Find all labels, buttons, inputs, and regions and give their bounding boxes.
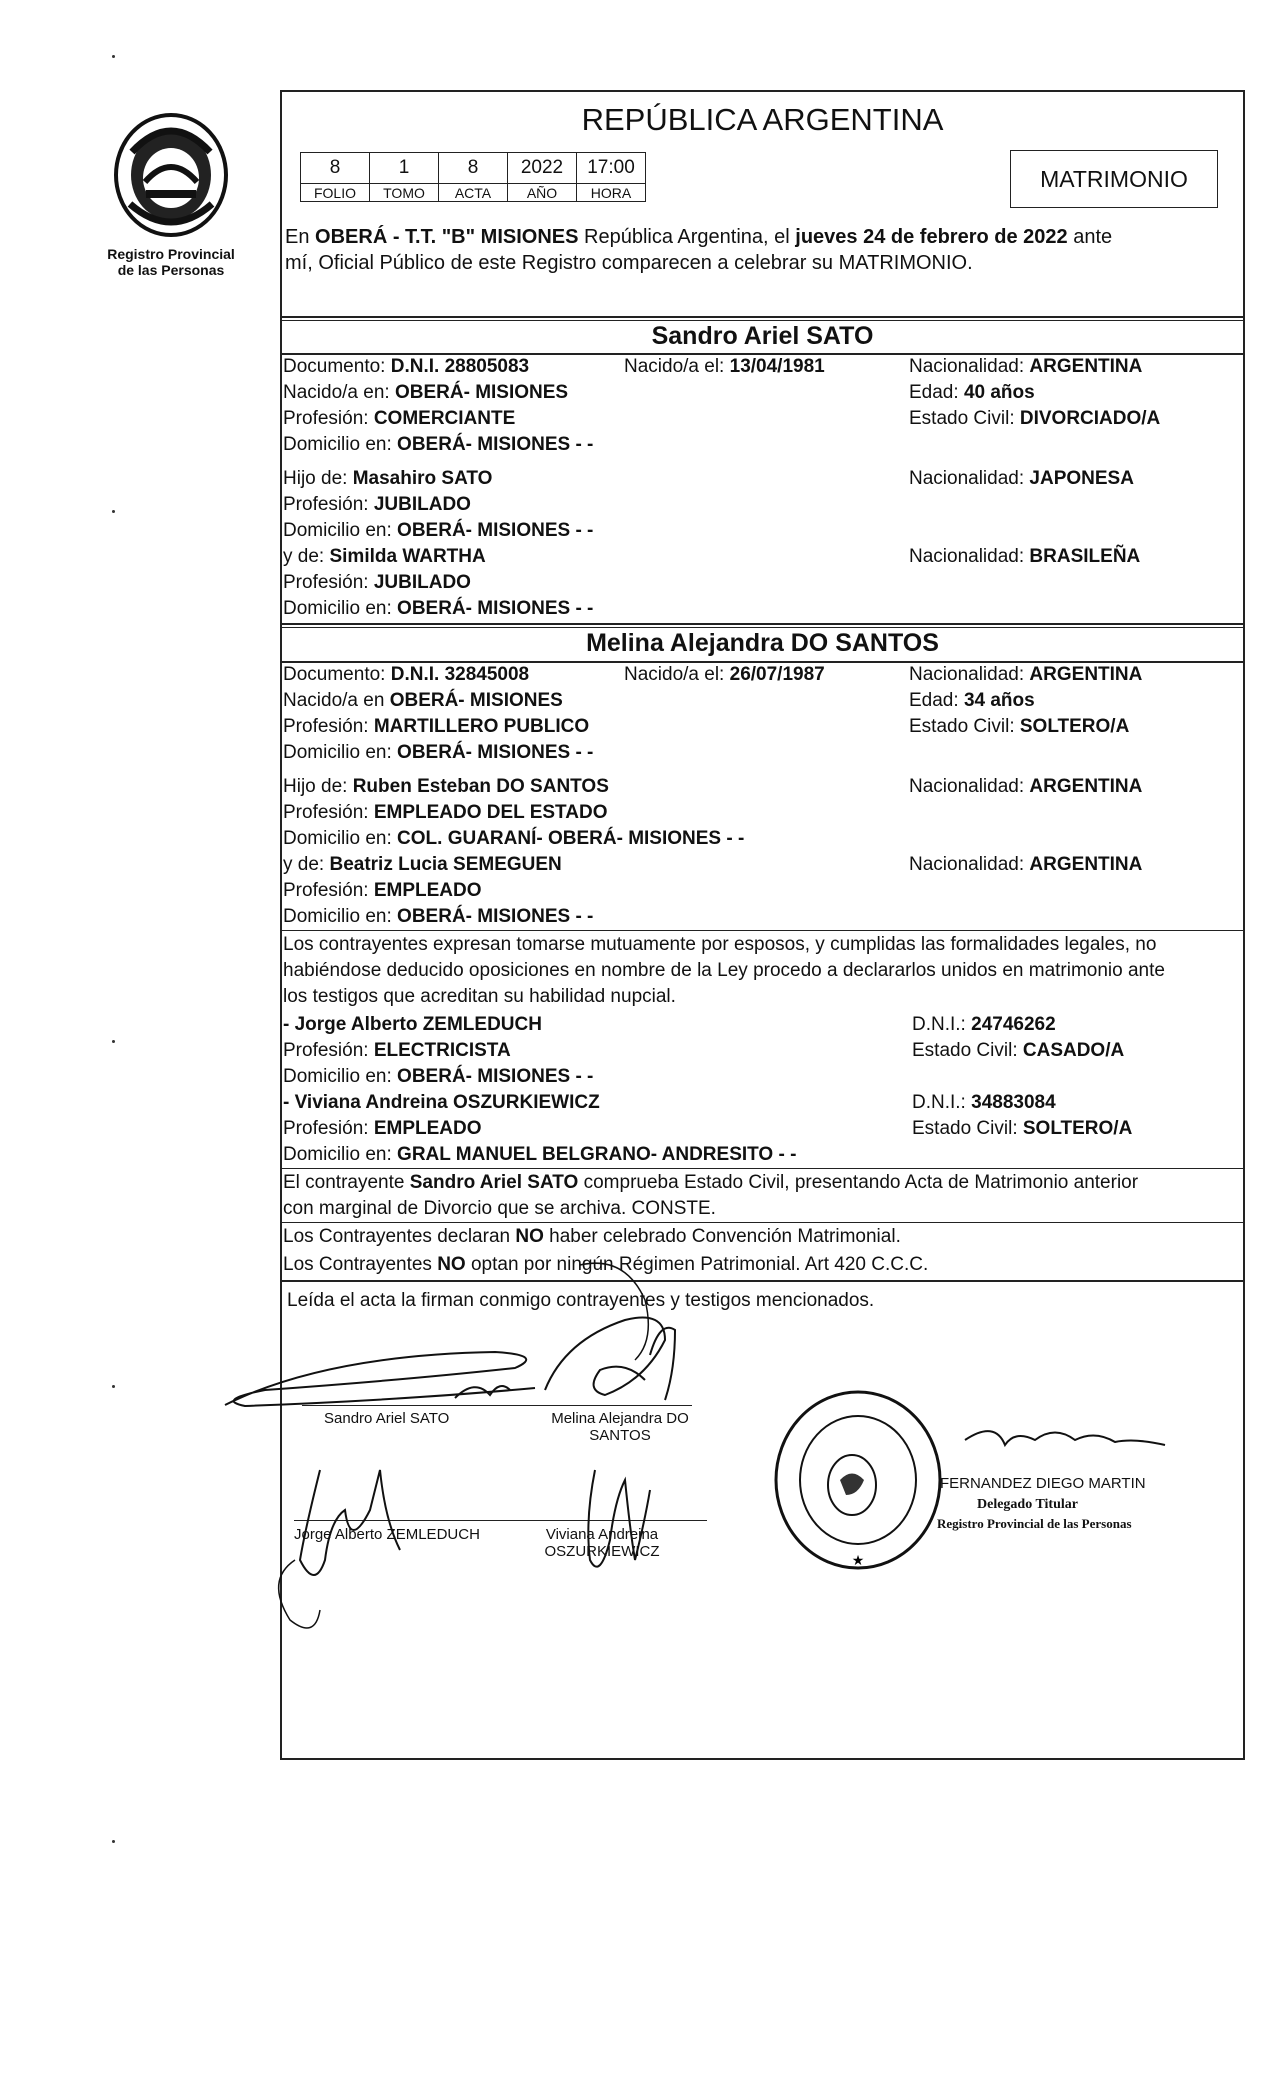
groom-name: Sandro Ariel SATO xyxy=(651,322,874,350)
bride-mother: y de: Beatriz Lucia SEMEGUEN xyxy=(283,854,562,875)
bride-mother-address: Domicilio en: OBERÁ- MISIONES - - xyxy=(283,906,594,927)
bride-mother-profession: Profesión: EMPLEADO xyxy=(283,880,482,901)
groom-mother-address: Domicilio en: OBERÁ- MISIONES - - xyxy=(283,598,594,619)
bride-document: Documento: D.N.I. 32845008 xyxy=(283,664,530,685)
acta-label: ACTA xyxy=(439,184,508,202)
closing-statement: Leída el acta la firman conmigo contrayentes y testigos mencionados. xyxy=(287,1290,875,1311)
bride-address: Domicilio en: OBERÁ- MISIONES - - xyxy=(283,742,594,763)
groom-mother: y de: Similda WARTHA xyxy=(283,546,486,567)
scan-dot xyxy=(112,1040,115,1043)
civil-status-note-line-2: con marginal de Divorcio que se archiva. CONSTE. xyxy=(283,1198,716,1219)
bride-name: Melina Alejandra DO SANTOS xyxy=(586,629,939,657)
groom-father-profession: Profesión: JUBILADO xyxy=(283,494,471,515)
bride-father: Hijo de: Ruben Esteban DO SANTOS xyxy=(283,776,609,797)
witness-2-address: Domicilio en: GRAL MANUEL BELGRANO- ANDRESITO - - xyxy=(283,1144,797,1165)
folio-value: 8 xyxy=(301,153,370,184)
declaration-line-2: habiéndose deducido oposiciones en nombre de la Ley procedo a declararlos unidos en matrimonio ante xyxy=(283,960,1165,981)
groom-birthplace: Nacido/a en: OBERÁ- MISIONES xyxy=(283,382,569,403)
bride-birthdate: Nacido/a el: 26/07/1987 xyxy=(624,664,825,685)
regime-statement: Los Contrayentes NO optan por ningún Régimen Patrimonial. Art 420 C.C.C. xyxy=(283,1254,929,1275)
witness-2-signature-caption: Viviana Andreina OSZURKIEWICZ xyxy=(544,1526,660,1560)
scan-dot xyxy=(112,510,115,513)
officer-name: FERNANDEZ DIEGO MARTIN xyxy=(940,1475,1146,1492)
witness-1-name: - Jorge Alberto ZEMLEDUCH xyxy=(283,1014,542,1035)
witness-1-address: Domicilio en: OBERÁ- MISIONES - - xyxy=(283,1066,594,1087)
groom-father-nationality: Nacionalidad: JAPONESA xyxy=(909,468,1134,489)
folio-table xyxy=(300,152,646,202)
groom-profession: Profesión: COMERCIANTE xyxy=(283,408,516,429)
witness-2-profession: Profesión: EMPLEADO xyxy=(283,1118,482,1139)
folio-label: FOLIO xyxy=(301,184,370,202)
declaration-line-3: los testigos que acreditan su habilidad nupcial. xyxy=(283,986,676,1007)
groom-signature-caption: Sandro Ariel SATO xyxy=(324,1410,450,1427)
bride-father-profession: Profesión: EMPLEADO DEL ESTADO xyxy=(283,802,608,823)
tomo-value: 1 xyxy=(370,153,439,184)
groom-document: Documento: D.N.I. 28805083 xyxy=(283,356,530,377)
hour-value: 17:00 xyxy=(577,153,646,184)
civil-status-note-line-1: El contrayente Sandro Ariel SATO comprueba Estado Civil, presentando Acta de Matrimonio anterior xyxy=(283,1172,1139,1193)
witness-2-name: - Viviana Andreina OSZURKIEWICZ xyxy=(283,1092,600,1113)
tomo-label: TOMO xyxy=(370,184,439,202)
officer-registry: Registro Provincial de las Personas xyxy=(937,1516,1132,1531)
bride-father-address: Domicilio en: COL. GUARANÍ- OBERÁ- MISIONES - - xyxy=(283,828,745,849)
bride-birthplace: Nacido/a en OBERÁ- MISIONES xyxy=(283,690,563,711)
delegation-stamp xyxy=(770,1385,950,1575)
groom-mother-nationality: Nacionalidad: BRASILEÑA xyxy=(909,546,1141,567)
bride-profession: Profesión: MARTILLERO PUBLICO xyxy=(283,716,590,737)
witness-1-profession: Profesión: ELECTRICISTA xyxy=(283,1040,511,1061)
svg-text:★: ★ xyxy=(851,1552,865,1568)
registry-caption-line2: de las Personas xyxy=(117,262,225,278)
signature-scribbles xyxy=(205,1260,1245,1640)
bride-civil-status: Estado Civil: SOLTERO/A xyxy=(909,716,1130,737)
act-type-box: MATRIMONIO xyxy=(1010,150,1218,208)
groom-civil-status: Estado Civil: DIVORCIADO/A xyxy=(909,408,1161,429)
scan-dot xyxy=(112,55,115,58)
convention-statement: Los Contrayentes declaran NO haber celebrado Convención Matrimonial. xyxy=(283,1226,901,1247)
bride-age: Edad: 34 años xyxy=(909,690,1035,711)
witness-1-dni: D.N.I.: 24746262 xyxy=(912,1014,1056,1035)
bride-father-nationality: Nacionalidad: ARGENTINA xyxy=(909,776,1143,797)
witness-1-signature-caption: Jorge Alberto ZEMLEDUCH xyxy=(294,1526,480,1543)
intro-date: jueves 24 de febrero de 2022 xyxy=(795,226,1068,248)
witness-1-civil-status: Estado Civil: CASADO/A xyxy=(912,1040,1125,1061)
intro-place: OBERÁ - T.T. "B" MISIONES xyxy=(315,226,579,248)
hour-label: HORA xyxy=(577,184,646,202)
scan-dot xyxy=(112,1385,115,1388)
groom-birthdate: Nacido/a el: 13/04/1981 xyxy=(624,356,825,377)
declaration-line-1: Los contrayentes expresan tomarse mutuamente por esposos, y cumplidas las formalidades legales, no xyxy=(283,934,1157,955)
groom-mother-profession: Profesión: JUBILADO xyxy=(283,572,471,593)
registry-caption-line1: Registro Provincial xyxy=(107,246,235,262)
intro-line-1: En OBERÁ - T.T. "B" MISIONES República Argentina, el jueves 24 de febrero de 2022 ante xyxy=(285,226,1113,248)
groom-age: Edad: 40 años xyxy=(909,382,1035,403)
officer-title: Delegado Titular xyxy=(977,1497,1078,1512)
year-label: AÑO xyxy=(508,184,577,202)
intro-line-2: mí, Oficial Público de este Registro comparecen a celebrar su MATRIMONIO. xyxy=(285,252,973,274)
witness-2-dni: D.N.I.: 34883084 xyxy=(912,1092,1056,1113)
witness-2-civil-status: Estado Civil: SOLTERO/A xyxy=(912,1118,1133,1139)
bride-signature-caption: Melina Alejandra DO SANTOS xyxy=(551,1410,689,1444)
groom-nationality: Nacionalidad: ARGENTINA xyxy=(909,356,1143,377)
country-title: REPÚBLICA ARGENTINA xyxy=(581,102,944,137)
groom-father-address: Domicilio en: OBERÁ- MISIONES - - xyxy=(283,520,594,541)
bride-nationality: Nacionalidad: ARGENTINA xyxy=(909,664,1143,685)
groom-address: Domicilio en: OBERÁ- MISIONES - - xyxy=(283,434,594,455)
groom-father: Hijo de: Masahiro SATO xyxy=(283,468,493,489)
registry-caption xyxy=(82,246,260,278)
provincial-seal-logo xyxy=(112,112,230,238)
year-value: 2022 xyxy=(508,153,577,184)
bride-mother-nationality: Nacionalidad: ARGENTINA xyxy=(909,854,1143,875)
scan-dot xyxy=(112,1840,115,1843)
acta-value: 8 xyxy=(439,153,508,184)
